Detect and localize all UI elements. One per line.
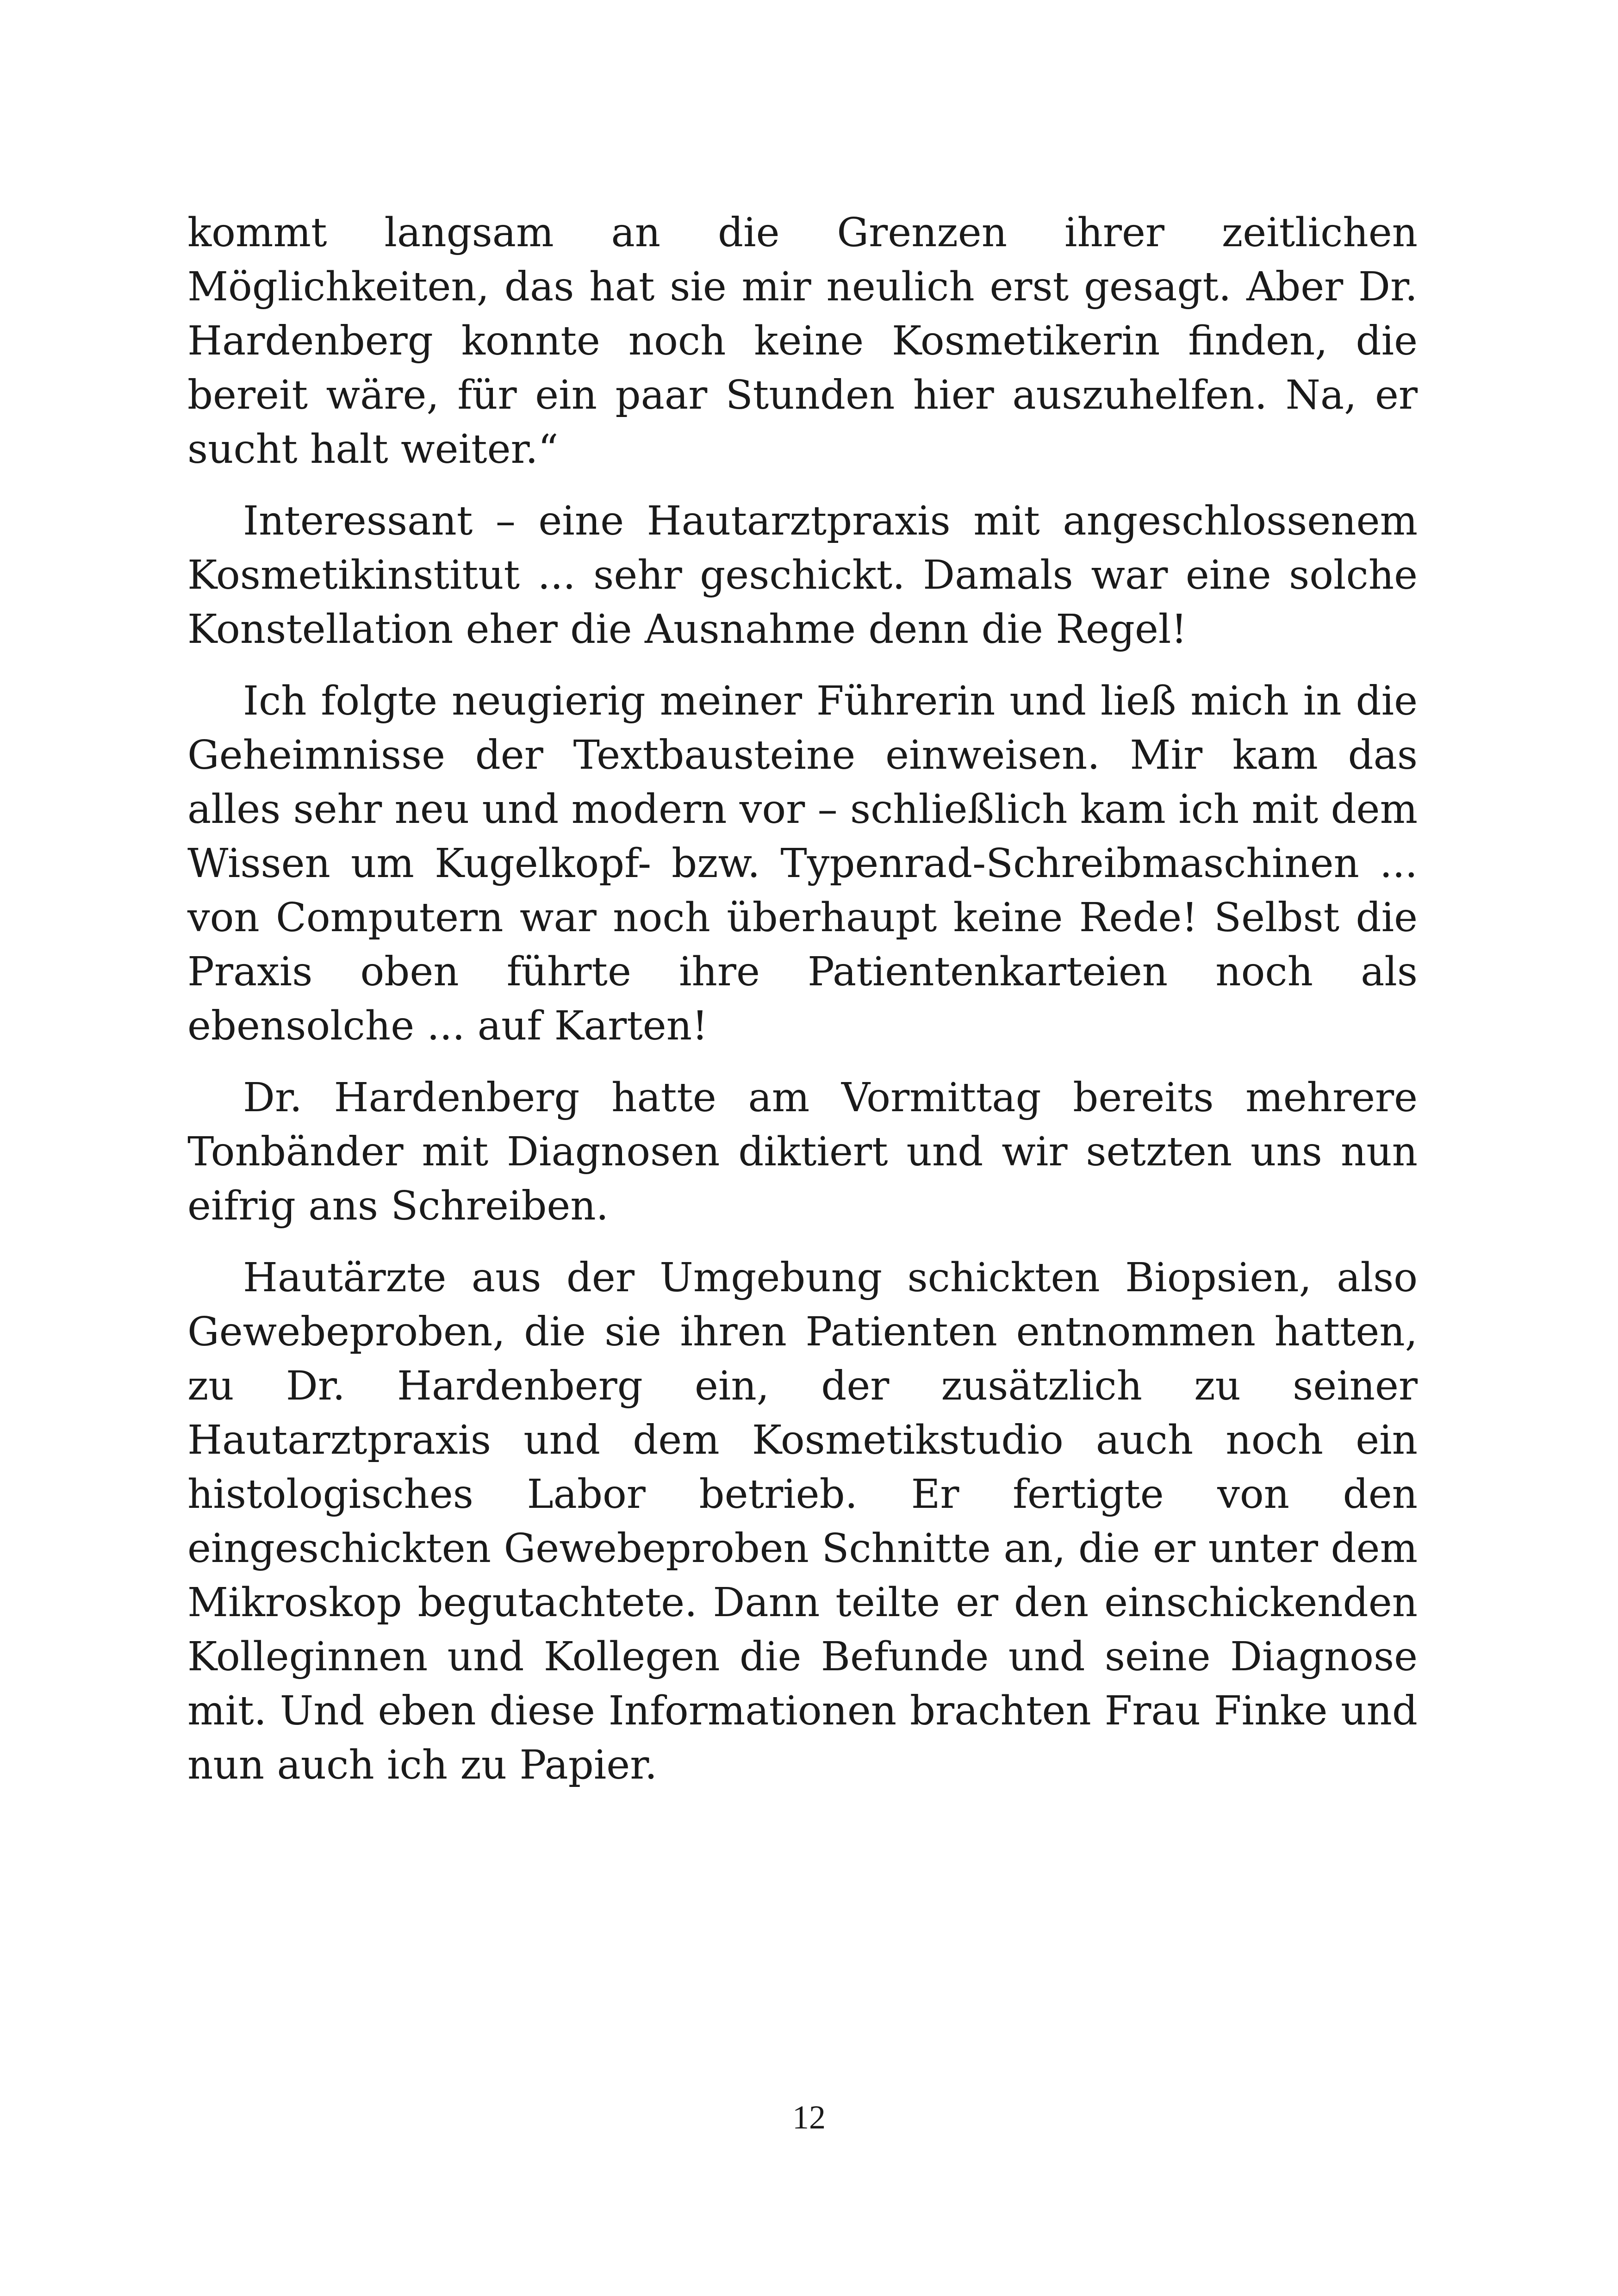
body-text (187, 206, 1418, 1792)
paragraph-2: Interessant – eine Hautarztpraxis mit angeschlossenem Kosmetikinstitut ... sehr geschickt. Damals war eine solche Konstellation eher die Ausnahme denn die Regel! (187, 498, 1418, 653)
paragraph-3: Ich folgte neugierig meiner Führerin und ließ mich in die Geheimnisse der Textbausteine einweisen. Mir kam das alles sehr neu und modern vor – schließlich kam ich mit dem Wissen um Kugelkopf- bzw. Typenrad-Schreibmaschinen ... von Computern war noch überhaupt keine Rede! Selbst die Praxis oben führte ihre Patientenkarteien noch als ebensolche ... auf Karten! (187, 678, 1418, 1049)
paragraph-1: kommt langsam an die Grenzen ihrer zeitlichen Möglichkeiten, das hat sie mir neulich erst gesagt. Aber Dr. Hardenberg konnte noch keine Kosmetikerin finden, die bereit wäre, für ein paar Stunden hier auszuhelfen. Na, er sucht halt weiter.“ (187, 210, 1418, 473)
paragraph-5: Hautärzte aus der Umgebung schickten Biopsien, also Gewebeproben, die sie ihren Patienten entnommen hatten, zu Dr. Hardenberg ein, der zusätzlich zu seiner Hautarztpraxis und dem Kosmetikstudio auch noch ein histologisches Labor betrieb. Er fertigte von den eingeschickten Gewebeproben Schnitte an, die er unter dem Mikroskop begutachtete. Dann teilte er den einschickenden Kolleginnen und Kollegen die Befunde und seine Diagnose mit. Und eben diese Informationen brachten Frau Finke und nun auch ich zu Papier. (187, 1255, 1418, 1788)
page-number: 12 (792, 2099, 826, 2136)
paragraph-4: Dr. Hardenberg hatte am Vormittag bereits mehrere Tonbänder mit Diagnosen diktiert und wir setzten uns nun eifrig ans Schreiben. (187, 1075, 1418, 1229)
